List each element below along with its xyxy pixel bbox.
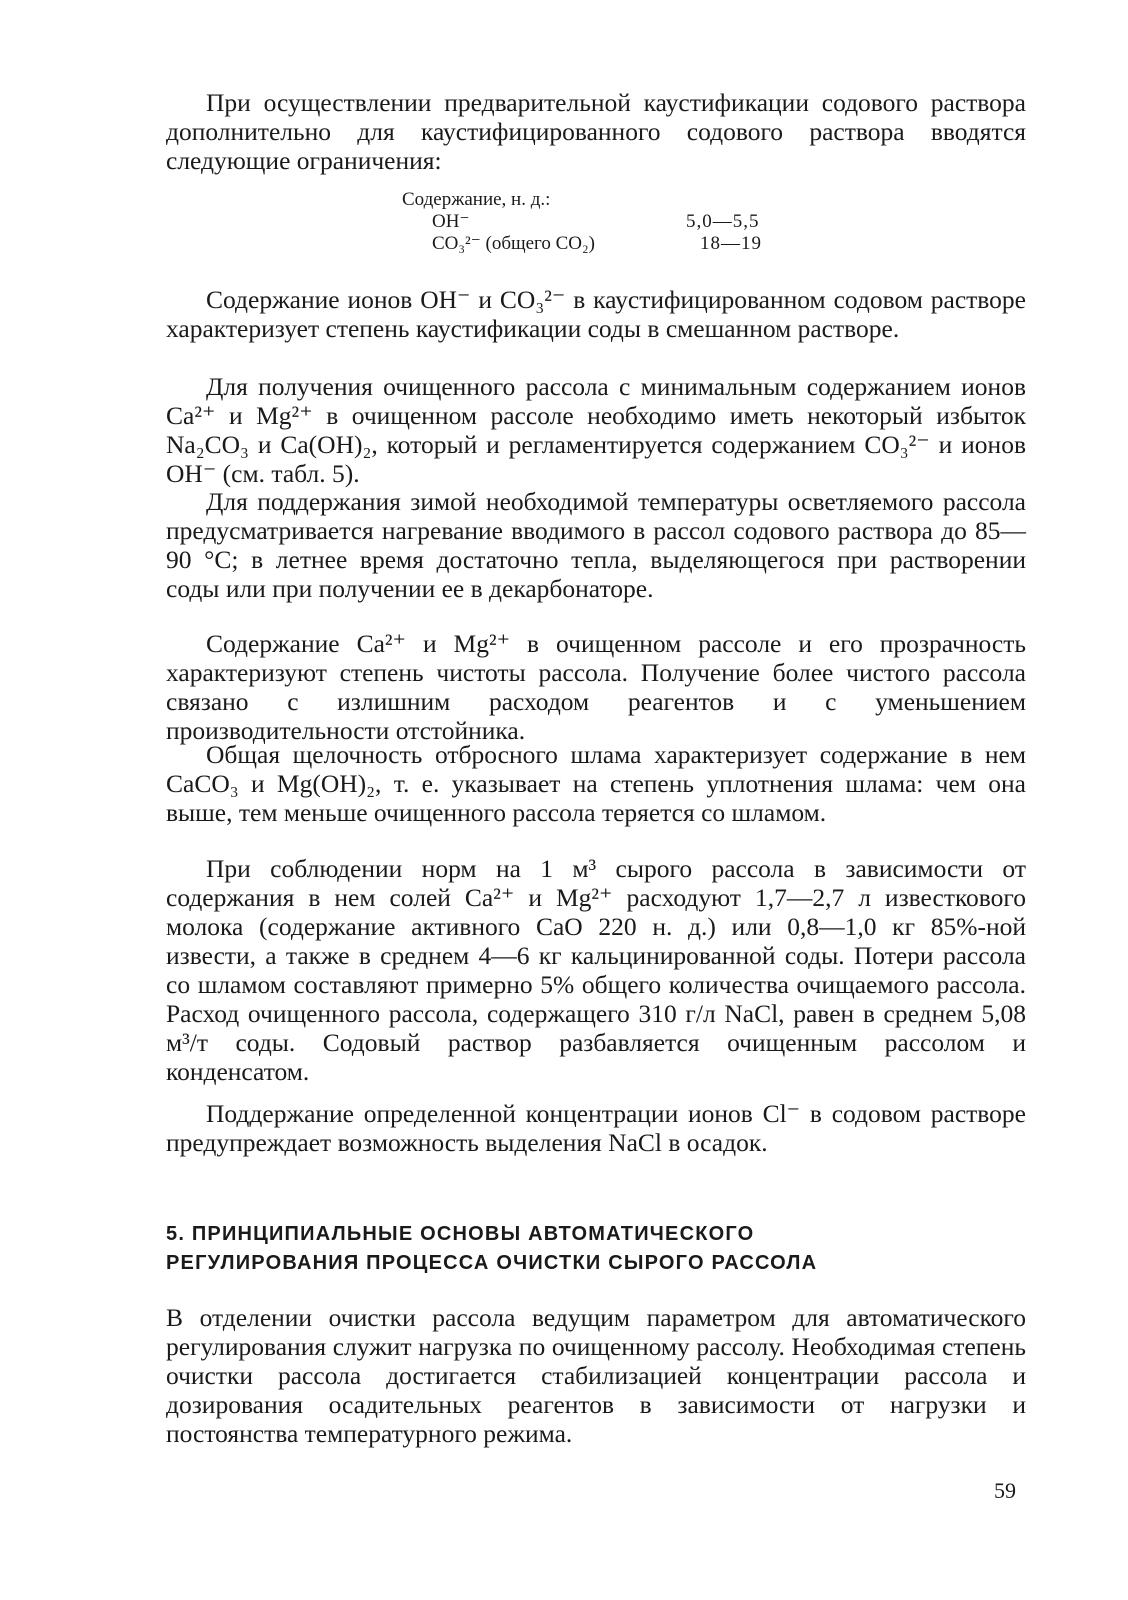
spec-row: [402, 233, 822, 255]
spec-value: 5,0—5,5: [686, 211, 760, 232]
section-heading-line: РЕГУЛИРОВАНИЯ ПРОЦЕССА ОЧИСТКИ СЫРОГО РАССОЛА: [166, 1252, 818, 1274]
spec-header-row: [402, 189, 822, 211]
page-number: 59: [994, 1478, 1016, 1503]
spec-value: 18—19: [700, 233, 762, 254]
intro-paragraph: При осуществлении предварительной каустификации содового раствора дополнительно для каустифицированного содового раствора вводятся следующие ограничения:: [166, 88, 1026, 175]
spec-label: OH⁻: [432, 211, 470, 232]
body-paragraph: Содержание Ca²⁺ и Mg²⁺ в очищенном рассоле и его прозрачность характеризуют степень чистоты рассола. Получение более чистого рассола связано с излишним расходом реагентов и с уменьшением производительности отстойника.: [166, 629, 1026, 745]
spec-label: CO₃²⁻ (общего CO₂): [432, 233, 595, 254]
spec-header: Содержание, н. д.:: [402, 189, 551, 210]
body-paragraph: Содержание ионов OH⁻ и CO₃²⁻ в каустифицированном содовом растворе характеризует степень каустификации соды в смешанном растворе.: [166, 285, 1026, 343]
spec-table: [402, 189, 822, 255]
body-paragraph: При соблюдении норм на 1 м³ сырого рассола в зависимости от содержания в нем солей Ca²⁺ и Mg²⁺ расходуют 1,7—2,7 л известкового молока (содержание активного CaO 220 н. д.) или 0,8—1,0 кг 85%-ной извести, а также в среднем 4—6 кг кальцинированной соды. Потери рассола со шламом составляют примерно 5% общего количества очищаемого рассола. Расход очищенного рассола, содержащего 310 г/л NaCl, равен в среднем 5,08 м³/т соды. Содовый раствор разбавляется очищенным рассолом и конденсатом.: [166, 854, 1026, 1086]
section-paragraph: В отделении очистки рассола ведущим параметром для автоматического регулирования служит нагрузка по очищенному рассолу. Необходимая степень очистки рассола достигается стабилизацией концентрации рассола и дозирования осадительных реагентов в зависимости от нагрузки и постоянства температурного режима.: [166, 1303, 1026, 1448]
body-paragraph: Для получения очищенного рассола с минимальным содержанием ионов Ca²⁺ и Mg²⁺ в очищенном рассоле необходимо иметь некоторый избыток Na₂CO₃ и Ca(OH)₂, который и регламентируется содержанием CO₃²⁻ и ионов OH⁻ (см. табл. 5).: [166, 372, 1026, 488]
section-heading-line: 5. ПРИНЦИПИАЛЬНЫЕ ОСНОВЫ АВТОМАТИЧЕСКОГО: [166, 1223, 755, 1245]
body-paragraph: Поддержание определенной концентрации ионов Cl⁻ в содовом растворе предупреждает возможность выделения NaCl в осадок.: [166, 1099, 1026, 1157]
body-paragraph: Для поддержания зимой необходимой температуры осветляемого рассола предусматривается нагревание вводимого в рассол содового раствора до 85—90 °C; в летнее время достаточно тепла, выделяющегося при растворении соды или при получении ее в декарбонаторе.: [166, 487, 1026, 603]
body-paragraph: Общая щелочность отбросного шлама характеризует содержание в нем CaCO₃ и Mg(OH)₂, т. е. указывает на степень уплотнения шлама: чем она выше, тем меньше очищенного рассола теряется со шламом.: [166, 740, 1026, 827]
spec-row: [402, 211, 822, 233]
section-heading: [166, 1220, 1026, 1278]
